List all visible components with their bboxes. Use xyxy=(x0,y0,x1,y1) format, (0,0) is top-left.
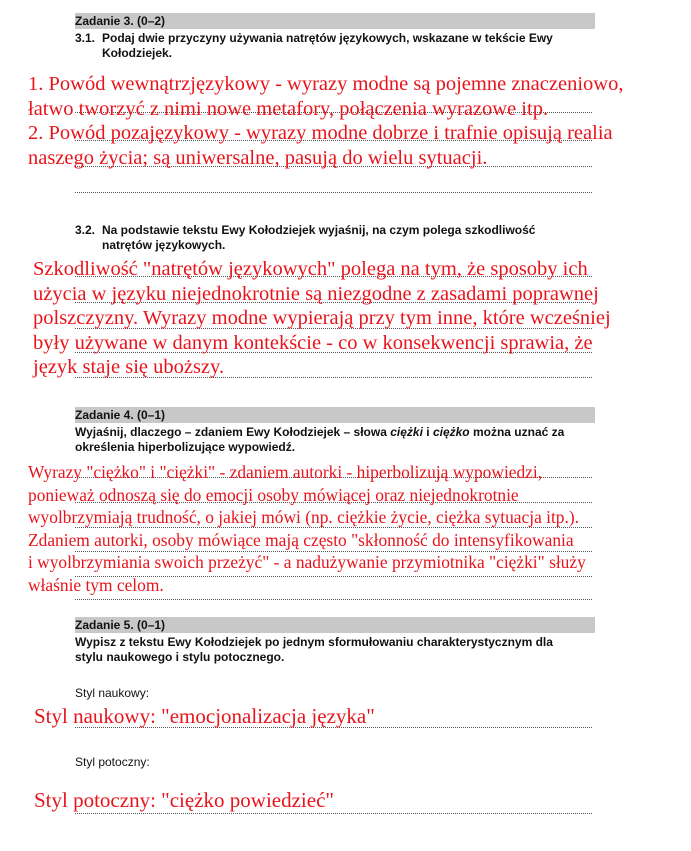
answer-line xyxy=(75,192,592,193)
question-4-text: można uznać za xyxy=(469,425,565,439)
label-scientific-style: Styl naukowy: xyxy=(75,686,150,700)
question-4-line-2: określenia hiperbolizujące wypowiedź. xyxy=(75,440,296,454)
task-3-header-bar xyxy=(75,13,595,29)
question-3-1-text xyxy=(102,31,602,61)
answer-3-2-line: użycia w języku niejednokrotnie są niezgodne z zasadami poprawnej xyxy=(33,282,599,305)
question-4-emphasis: ciężko xyxy=(432,425,470,439)
answer-4-line: wyolbrzymiają trudność, o jakiej mówi (np. ciężkie życie, ciężka sytuacja itp.). xyxy=(28,507,579,528)
question-3-1-number: 3.1. xyxy=(75,31,96,45)
answer-3-2-line: język staje się uboższy. xyxy=(33,356,225,378)
answer-3-1-line: łatwo tworzyć z nimi nowe metafory, połączenia wyrazowe itp. xyxy=(28,97,549,120)
question-3-2-number: 3.2. xyxy=(75,223,96,237)
answer-4-line: Zdaniem autorki, osoby mówiące mają często "skłonność do intensyfikowania xyxy=(28,529,574,550)
answer-3-2-line: Szkodliwość "natrętów językowych" polega na tym, że sposoby ich xyxy=(33,258,588,280)
question-3-2-text xyxy=(102,223,602,253)
question-3-1-line-1: Podaj dwie przyczyny używania natrętów językowych, wskazane w tekście Ewy xyxy=(102,31,553,45)
answer-colloquial-style: Styl potoczny: "ciężko powiedzieć" xyxy=(34,788,334,812)
answer-3-2-line: były używane w danym kontekście - co w konsekwencji sprawia, że xyxy=(33,331,593,354)
answer-3-2 xyxy=(33,257,611,380)
question-3-2-line-1: Na podstawie tekstu Ewy Kołodziejek wyjaśnij, na czym polega szkodliwość xyxy=(102,223,536,237)
answer-4 xyxy=(28,461,586,597)
task-5-header-bar xyxy=(75,617,595,633)
question-4-line-1 xyxy=(75,425,597,440)
label-colloquial-style: Styl potoczny: xyxy=(75,755,150,769)
question-4-text: i xyxy=(422,425,433,439)
answer-3-1-line: 1. Powód wewnątrzjęzykowy - wyrazy modne są pojemne znaczeniowo, xyxy=(28,73,624,95)
question-5-line-1: Wypisz z tekstu Ewy Kołodziejek po jednym sformułowaniu charakterystycznym dla xyxy=(75,635,553,649)
answer-4-line: i wyolbrzymiania swoich przeżyć" - a nadużywanie przymiotnika "ciężki" służy xyxy=(28,552,586,573)
question-4 xyxy=(75,425,597,455)
answer-3-1-line: 2. Powód pozajęzykowy - wyrazy modne dobrze i trafnie opisują realia xyxy=(28,122,613,144)
answer-3-2-line: polszczyzny. Wyrazy modne wypierają przy tym inne, które wcześniej xyxy=(33,307,611,329)
question-3-2-line-2: natrętów językowych. xyxy=(102,238,226,252)
task-3-header: Zadanie 3. (0–2) xyxy=(75,14,166,28)
answer-line xyxy=(75,599,592,600)
answer-4-line: ponieważ odnoszą się do emocji osoby mówiącej oraz niejednokrotnie xyxy=(28,484,519,505)
answer-4-line: właśnie tym celom. xyxy=(28,574,164,595)
answer-3-1 xyxy=(28,72,623,170)
answer-line xyxy=(75,813,592,814)
question-4-emphasis: ciężki xyxy=(390,425,423,439)
answer-4-line: Wyrazy "ciężko" i "ciężki" - zdaniem autorki - hiperbolizują wypowiedzi, xyxy=(28,462,543,482)
question-5-line-2: stylu naukowego i stylu potocznego. xyxy=(75,650,285,664)
task-5-header: Zadanie 5. (0–1) xyxy=(75,618,166,632)
task-4-header-bar xyxy=(75,407,595,423)
task-4-header: Zadanie 4. (0–1) xyxy=(75,408,166,422)
question-5 xyxy=(75,635,597,665)
answer-3-1-line: naszego życia; są uniwersalne, pasują do wielu sytuacji. xyxy=(28,146,488,169)
answer-scientific-style: Styl naukowy: "emocjonalizacja języka" xyxy=(34,704,375,728)
question-4-text: Wyjaśnij, dlaczego – zdaniem Ewy Kołodziejek – słowa xyxy=(75,425,391,439)
question-3-1-line-2: Kołodziejek. xyxy=(102,46,173,60)
